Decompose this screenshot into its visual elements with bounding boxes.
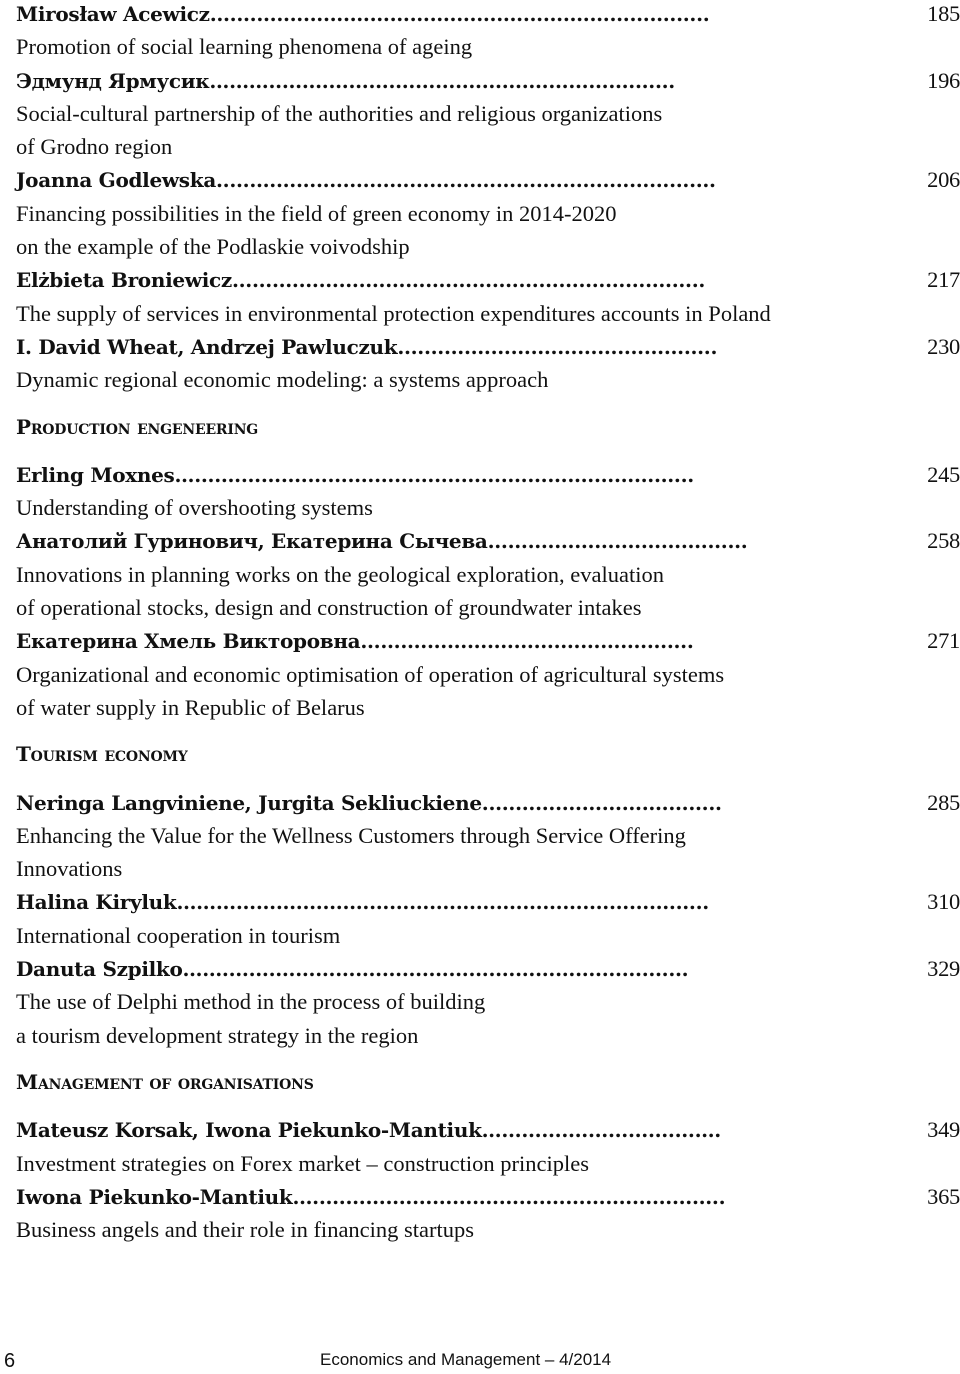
toc-entry [16,0,960,64]
footer-journal-title: Economics and Management – 4/2014 [320,1350,612,1369]
toc-entry [16,1180,960,1247]
entry-page-number: 230 [927,333,960,359]
toc-entry [16,330,960,397]
entry-title: International cooperation in tourism [16,922,341,948]
dot-leader: ................................................ [397,334,718,359]
entry-page-number: 349 [927,1117,960,1143]
entry-author-line [16,330,960,363]
entry-page-number: 196 [927,67,960,93]
entry-author-line [16,1113,960,1146]
entry-page-number: 271 [927,628,960,654]
toc-entry [16,458,960,525]
entry-title: Enhancing the Value for the Wellness Customers through Service Offering [16,822,686,848]
dot-leader: ....................................... [487,529,748,554]
toc-entry [16,1113,960,1180]
toc-entry [16,624,960,724]
entry-author: Joanna Godlewska [16,168,216,193]
table-of-contents [16,0,960,1246]
entry-author-line [16,64,960,97]
entry-title: Financing possibilities in the field of green economy in 2014-2020 [16,200,617,226]
entry-author: Анатолий Гуринович, Екатерина Сычева [16,529,488,554]
footer-page-number: 6 [4,1350,16,1372]
dot-leader: ……...................................................................... [182,957,689,982]
entry-page-number: 258 [927,528,960,554]
entry-page-number: 206 [927,167,960,193]
entry-author-line [16,163,960,196]
entry-author-line [16,263,960,296]
dot-leader: ........................................................................... [209,2,710,26]
dot-leader: .................................................. [360,629,694,654]
entry-author: Iwona Piekunko-Mantiuk [16,1184,293,1209]
entry-page-number: 329 [927,956,960,982]
section-heading: Management of organisations [16,1069,314,1094]
toc-entry [16,885,960,952]
entry-author-line [16,524,960,557]
entry-author: I. David Wheat, Andrzej Pawluczuk [16,334,398,359]
entry-title: a tourism development strategy in the region [16,1022,419,1048]
entry-title: of Grodno region [16,134,173,160]
entry-title: Innovations [16,856,123,882]
dot-leader: ….............................…. [481,1118,721,1143]
dot-leader: .................................... [481,790,722,815]
entry-page-number: 310 [927,889,960,915]
section-heading: Production engeneering [16,414,259,439]
entry-title: Innovations in planning works on the geological exploration, evaluation [16,561,664,587]
entry-author-line [16,458,960,491]
entry-page-number: 217 [927,267,960,293]
entry-author: Danuta Szpilko [16,957,183,982]
toc-entry [16,524,960,624]
entry-title: on the example of the Podlaskie voivodship [16,234,410,260]
entry-title: Organizational and economic optimisation of operation of agricultural systems [16,661,725,687]
toc-entry [16,64,960,164]
entry-page-number: 365 [927,1183,960,1209]
entry-author: Mirosław Acewicz [16,2,210,26]
entry-author: Екатерина Хмель Викторовна [16,629,361,654]
entry-author: Эдмунд Ярмусик [16,68,210,93]
entry-author-line [16,786,960,819]
entry-author: Neringa Langviniene, Jurgita Sekliuckiene [16,790,482,815]
entry-author: Halina Kiryluk [16,890,177,915]
entry-title: Investment strategies on Forex market – construction principles [16,1150,589,1176]
toc-entry [16,786,960,886]
page-footer [0,1350,960,1374]
entry-title: Business angels and their role in financing startups [16,1217,475,1243]
dot-leader: …….......................................................................... [176,890,709,915]
entry-author-line [16,885,960,918]
dot-leader: ....................................................................... [231,268,706,293]
entry-title: Social-cultural partnership of the authorities and religious organizations [16,100,663,126]
entry-title: of operational stocks, design and construction of groundwater intakes [16,595,642,621]
entry-author-line [16,0,960,30]
entry-author: Elżbieta Broniewicz [16,268,232,293]
dot-leader: ………............................................................. [209,68,675,93]
section-heading: Tourism economy [16,742,188,767]
entry-title: of water supply in Republic of Belarus [16,694,365,720]
entry-title: Promotion of social learning phenomena of ageing [16,34,473,60]
toc-entry [16,263,960,330]
entry-author-line [16,1180,960,1213]
toc-entry [16,952,960,1052]
dot-leader: ….............................................................. [292,1184,726,1209]
entry-title: The use of Delphi method in the process of building [16,989,486,1015]
entry-page-number: 285 [927,789,960,815]
entry-title: Dynamic regional economic modeling: a systems approach [16,367,549,393]
toc-entry [16,163,960,263]
dot-leader: ........................................................................... [216,168,716,193]
entry-author-line [16,952,960,985]
entry-author-line [16,624,960,657]
entry-page-number: 245 [927,461,960,487]
entry-title: Understanding of overshooting systems [16,495,373,521]
entry-page-number: 185 [927,1,960,26]
entry-title: The supply of services in environmental protection expenditures accounts in Poland [16,300,771,326]
entry-author: Mateusz Korsak, Iwona Piekunko-Mantiuk [16,1118,482,1143]
dot-leader: …........................................................................... [174,462,694,487]
entry-author: Erling Moxnes [16,462,175,487]
